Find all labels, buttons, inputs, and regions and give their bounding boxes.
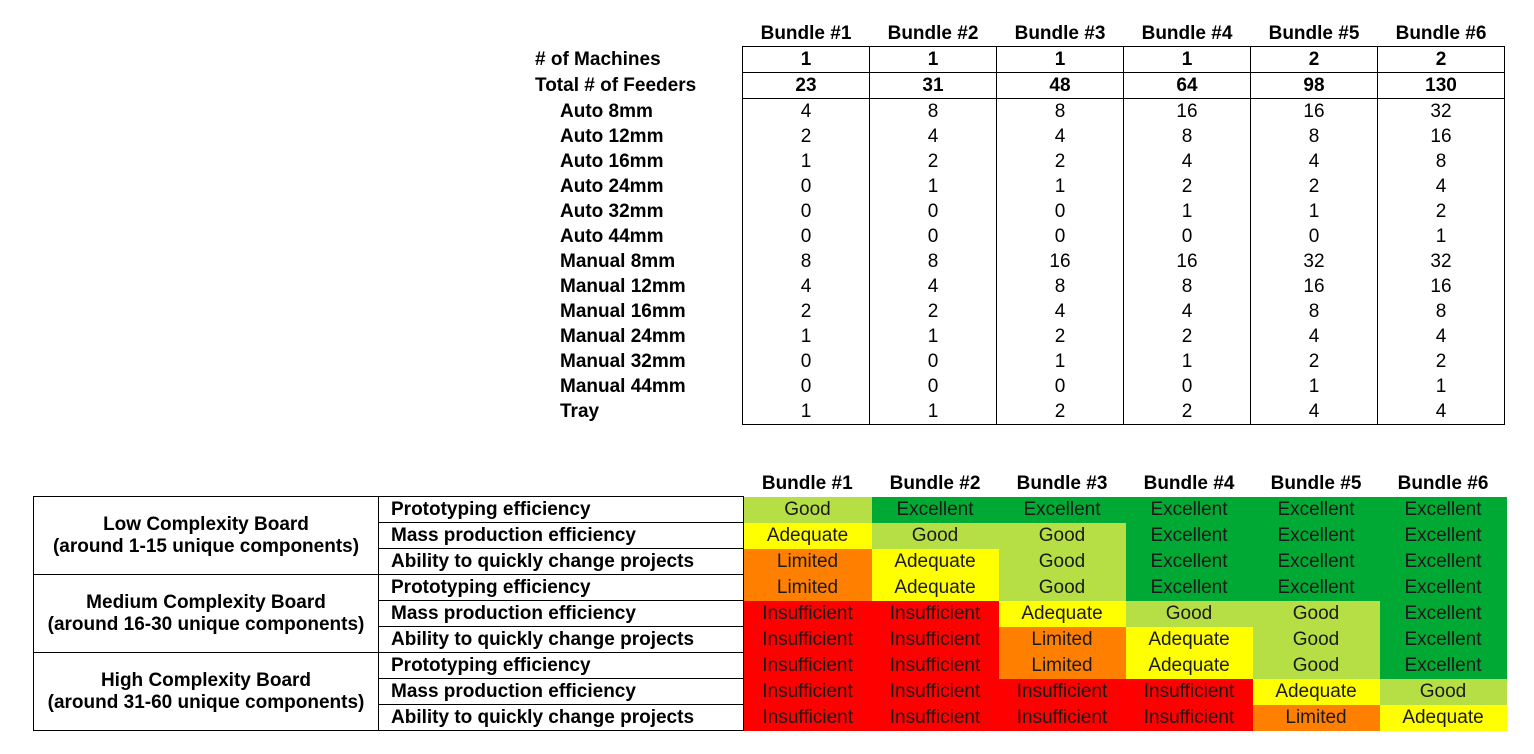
feeder-cell: 16 xyxy=(997,249,1124,274)
rating-cell: Insufficient xyxy=(872,679,999,705)
rating-cell: Limited xyxy=(744,549,872,575)
criterion-label: Ability to quickly change projects xyxy=(379,549,744,575)
header-spacer xyxy=(34,471,744,497)
feeder-cell: 4 xyxy=(743,274,870,299)
feeder-cell: 8 xyxy=(1251,299,1378,324)
feeder-cell: 31 xyxy=(870,73,997,99)
bundle-header-4: Bundle #4 xyxy=(1141,23,1233,44)
feeder-row-label: Manual 32mm xyxy=(560,351,686,372)
bundle-header-5: Bundle #5 xyxy=(1268,23,1360,44)
rating-header-row xyxy=(34,471,1507,497)
rating-cell: Good xyxy=(999,549,1126,575)
criterion-label: Mass production efficiency xyxy=(379,601,744,627)
feeder-row xyxy=(535,199,1505,224)
feeder-cell: 1 xyxy=(1378,224,1505,249)
feeder-row xyxy=(535,174,1505,199)
feeder-cell: 1 xyxy=(997,349,1124,374)
feeder-cell: 8 xyxy=(1124,124,1251,149)
rating-cell: Adequate xyxy=(1126,653,1253,679)
feeder-cell: 8 xyxy=(997,274,1124,299)
feeder-cell: 2 xyxy=(870,149,997,174)
feeder-cell: 1 xyxy=(1251,199,1378,224)
rating-cell: Limited xyxy=(999,653,1126,679)
rating-cell: Excellent xyxy=(1126,497,1253,523)
feeder-cell: 8 xyxy=(1251,124,1378,149)
rating-cell: Excellent xyxy=(1380,601,1507,627)
rating-cell: Insufficient xyxy=(872,653,999,679)
feeder-cell: 4 xyxy=(870,274,997,299)
rating-cell: Insufficient xyxy=(999,679,1126,705)
feeder-row-label: # of Machines xyxy=(535,49,661,70)
rating-cell: Excellent xyxy=(1126,575,1253,601)
complexity-group-cell xyxy=(34,497,379,575)
feeder-cell: 2 xyxy=(997,149,1124,174)
rating-cell: Excellent xyxy=(1126,523,1253,549)
feeder-cell: 1 xyxy=(743,149,870,174)
feeder-cell: 0 xyxy=(743,199,870,224)
feeder-row xyxy=(535,274,1505,299)
rating-bundle-header-1: Bundle #1 xyxy=(761,473,853,495)
feeder-cell: 8 xyxy=(997,99,1124,125)
rating-cell: Insufficient xyxy=(999,705,1126,731)
rating-bundle-header-5: Bundle #5 xyxy=(1270,473,1362,495)
feeder-bundle-table xyxy=(535,21,1505,425)
complexity-group-cell xyxy=(34,575,379,653)
complexity-group-range: (around 31-60 unique components) xyxy=(47,691,365,713)
feeder-cell: 23 xyxy=(743,73,870,99)
feeder-cell: 2 xyxy=(997,324,1124,349)
feeder-row xyxy=(535,99,1505,125)
feeder-cell: 4 xyxy=(1124,149,1251,174)
complexity-group-range: (around 16-30 unique components) xyxy=(47,613,365,635)
feeder-row xyxy=(535,149,1505,174)
feeder-cell: 4 xyxy=(870,124,997,149)
feeder-cell: 0 xyxy=(870,199,997,224)
rating-cell: Limited xyxy=(1253,705,1380,731)
feeder-cell: 0 xyxy=(870,349,997,374)
feeder-cell: 0 xyxy=(1124,224,1251,249)
criterion-label: Prototyping efficiency xyxy=(379,575,744,601)
rating-bundle-header-6: Bundle #6 xyxy=(1397,473,1489,495)
feeder-cell: 16 xyxy=(1124,249,1251,274)
feeder-cell: 0 xyxy=(997,374,1124,399)
feeder-row xyxy=(535,399,1505,425)
bundle-header-6: Bundle #6 xyxy=(1395,23,1487,44)
feeder-row-label: Auto 12mm xyxy=(560,126,664,147)
criterion-label: Prototyping efficiency xyxy=(379,497,744,523)
rating-cell: Good xyxy=(1253,627,1380,653)
feeder-cell: 8 xyxy=(870,249,997,274)
complexity-group-name: High Complexity Board xyxy=(100,669,312,691)
feeder-row xyxy=(535,324,1505,349)
feeder-row xyxy=(535,299,1505,324)
feeder-cell: 2 xyxy=(1251,47,1378,73)
criterion-label: Prototyping efficiency xyxy=(379,653,744,679)
rating-cell: Insufficient xyxy=(872,705,999,731)
feeder-row xyxy=(535,124,1505,149)
rating-cell: Adequate xyxy=(872,549,999,575)
feeder-cell: 0 xyxy=(743,349,870,374)
rating-cell: Adequate xyxy=(999,601,1126,627)
feeder-cell: 0 xyxy=(1124,374,1251,399)
feeder-row-label: Tray xyxy=(560,401,600,423)
feeder-cell: 0 xyxy=(743,374,870,399)
feeder-cell: 2 xyxy=(870,299,997,324)
feeder-cell: 32 xyxy=(1251,249,1378,274)
rating-cell: Adequate xyxy=(1126,627,1253,653)
feeder-cell: 2 xyxy=(1378,47,1505,73)
rating-cell: Insufficient xyxy=(744,679,872,705)
feeder-cell: 4 xyxy=(1251,399,1378,425)
bundle-header-2: Bundle #2 xyxy=(887,23,979,44)
rating-cell: Good xyxy=(1126,601,1253,627)
feeder-cell: 2 xyxy=(1251,174,1378,199)
rating-cell: Excellent xyxy=(872,497,999,523)
rating-cell: Good xyxy=(999,523,1126,549)
feeder-cell: 0 xyxy=(997,199,1124,224)
feeder-cell: 16 xyxy=(1251,99,1378,125)
criterion-label: Ability to quickly change projects xyxy=(379,627,744,653)
rating-cell: Excellent xyxy=(1253,549,1380,575)
criterion-label: Mass production efficiency xyxy=(379,679,744,705)
rating-cell: Limited xyxy=(999,627,1126,653)
feeder-cell: 8 xyxy=(870,99,997,125)
feeder-cell: 8 xyxy=(1378,149,1505,174)
rating-cell: Insufficient xyxy=(744,601,872,627)
rating-cell: Excellent xyxy=(1253,575,1380,601)
feeder-cell: 64 xyxy=(1124,73,1251,99)
rating-cell: Insufficient xyxy=(872,601,999,627)
bundle-header-1: Bundle #1 xyxy=(760,23,852,44)
feeder-row xyxy=(535,224,1505,249)
feeder-row xyxy=(535,73,1505,99)
feeder-cell: 1 xyxy=(870,324,997,349)
feeder-cell: 1 xyxy=(870,174,997,199)
rating-cell: Insufficient xyxy=(1126,679,1253,705)
feeder-cell: 48 xyxy=(997,73,1124,99)
rating-cell: Good xyxy=(1253,653,1380,679)
rating-cell: Excellent xyxy=(1380,523,1507,549)
rating-cell: Excellent xyxy=(1253,497,1380,523)
feeder-cell: 4 xyxy=(1378,174,1505,199)
rating-cell: Excellent xyxy=(1380,575,1507,601)
feeder-row-label: Manual 24mm xyxy=(560,326,686,347)
feeder-cell: 8 xyxy=(1378,299,1505,324)
feeder-cell: 4 xyxy=(1378,324,1505,349)
feeder-cell: 2 xyxy=(743,124,870,149)
feeder-cell: 1 xyxy=(1251,374,1378,399)
bundle-rating-table xyxy=(33,471,1507,731)
rating-row xyxy=(34,575,1507,601)
feeder-cell: 2 xyxy=(1124,174,1251,199)
criterion-label: Ability to quickly change projects xyxy=(379,705,744,731)
feeder-cell: 98 xyxy=(1251,73,1378,99)
complexity-group-name: Low Complexity Board xyxy=(103,513,309,535)
feeder-cell: 16 xyxy=(1124,99,1251,125)
feeder-cell: 1 xyxy=(1124,349,1251,374)
feeder-row-label: Manual 12mm xyxy=(560,276,686,297)
rating-cell: Insufficient xyxy=(744,627,872,653)
feeder-row xyxy=(535,349,1505,374)
feeder-cell: 1 xyxy=(1124,47,1251,73)
rating-cell: Excellent xyxy=(1253,523,1380,549)
complexity-group-cell xyxy=(34,653,379,731)
feeder-cell: 1 xyxy=(743,324,870,349)
rating-cell: Insufficient xyxy=(1126,705,1253,731)
feeder-cell: 4 xyxy=(743,99,870,125)
feeder-cell: 2 xyxy=(1251,349,1378,374)
complexity-group-range: (around 1-15 unique components) xyxy=(52,535,360,557)
rating-cell: Excellent xyxy=(1126,549,1253,575)
feeder-cell: 4 xyxy=(997,124,1124,149)
feeder-cell: 1 xyxy=(870,47,997,73)
rating-cell: Insufficient xyxy=(744,705,872,731)
rating-table-body xyxy=(34,471,1507,731)
rating-bundle-header-2: Bundle #2 xyxy=(889,473,981,495)
feeder-cell: 0 xyxy=(1251,224,1378,249)
rating-cell: Adequate xyxy=(744,523,872,549)
feeder-cell: 8 xyxy=(743,249,870,274)
complexity-group-name: Medium Complexity Board xyxy=(86,591,326,613)
feeder-row xyxy=(535,374,1505,399)
feeder-cell: 32 xyxy=(1378,99,1505,125)
feeder-cell: 2 xyxy=(1378,199,1505,224)
feeder-row xyxy=(535,47,1505,73)
feeder-cell: 1 xyxy=(1124,199,1251,224)
rating-cell: Good xyxy=(744,497,872,523)
rating-cell: Adequate xyxy=(872,575,999,601)
rating-cell: Excellent xyxy=(1380,497,1507,523)
feeder-row xyxy=(535,249,1505,274)
feeder-row-label: Auto 24mm xyxy=(560,176,664,197)
feeder-row-label: Auto 44mm xyxy=(560,226,664,247)
bundle-header-row xyxy=(535,21,1505,47)
feeder-cell: 0 xyxy=(870,224,997,249)
feeder-cell: 1 xyxy=(743,47,870,73)
feeder-cell: 16 xyxy=(1378,274,1505,299)
rating-cell: Adequate xyxy=(1253,679,1380,705)
feeder-cell: 16 xyxy=(1378,124,1505,149)
rating-row xyxy=(34,497,1507,523)
feeder-cell: 0 xyxy=(743,224,870,249)
rating-cell: Excellent xyxy=(999,497,1126,523)
feeder-cell: 0 xyxy=(870,374,997,399)
feeder-cell: 2 xyxy=(1124,324,1251,349)
bundle-header-3: Bundle #3 xyxy=(1014,23,1106,44)
feeder-cell: 1 xyxy=(870,399,997,425)
feeder-cell: 130 xyxy=(1378,73,1505,99)
rating-cell: Insufficient xyxy=(744,653,872,679)
feeder-cell: 8 xyxy=(1124,274,1251,299)
feeder-cell: 1 xyxy=(743,399,870,425)
rating-bundle-header-3: Bundle #3 xyxy=(1016,473,1108,495)
rating-cell: Good xyxy=(1380,679,1507,705)
feeder-row-label: Auto 16mm xyxy=(560,151,664,172)
feeder-cell: 16 xyxy=(1251,274,1378,299)
feeder-cell: 2 xyxy=(1124,399,1251,425)
feeder-cell: 1 xyxy=(997,47,1124,73)
feeder-cell: 0 xyxy=(997,224,1124,249)
rating-bundle-header-4: Bundle #4 xyxy=(1143,473,1235,495)
rating-cell: Excellent xyxy=(1380,653,1507,679)
feeder-row-label: Manual 16mm xyxy=(560,301,686,322)
feeder-cell: 32 xyxy=(1378,249,1505,274)
feeder-row-label: Manual 8mm xyxy=(560,251,676,272)
feeder-cell: 4 xyxy=(1378,399,1505,425)
header-spacer xyxy=(535,21,743,47)
feeder-cell: 1 xyxy=(997,174,1124,199)
feeder-table-body xyxy=(535,21,1505,425)
feeder-row-label: Total # of Feeders xyxy=(535,75,697,96)
criterion-label: Mass production efficiency xyxy=(379,523,744,549)
feeder-cell: 4 xyxy=(1124,299,1251,324)
feeder-row-label: Auto 8mm xyxy=(560,100,653,122)
rating-cell: Good xyxy=(999,575,1126,601)
rating-cell: Excellent xyxy=(1380,549,1507,575)
rating-row xyxy=(34,653,1507,679)
feeder-cell: 0 xyxy=(743,174,870,199)
rating-cell: Excellent xyxy=(1380,627,1507,653)
feeder-cell: 4 xyxy=(1251,149,1378,174)
feeder-row-label: Auto 32mm xyxy=(560,201,664,222)
feeder-cell: 2 xyxy=(997,399,1124,425)
feeder-row-label: Manual 44mm xyxy=(560,376,686,397)
feeder-cell: 4 xyxy=(997,299,1124,324)
rating-cell: Limited xyxy=(744,575,872,601)
feeder-cell: 2 xyxy=(743,299,870,324)
feeder-cell: 2 xyxy=(1378,349,1505,374)
rating-cell: Insufficient xyxy=(872,627,999,653)
feeder-cell: 4 xyxy=(1251,324,1378,349)
rating-cell: Adequate xyxy=(1380,705,1507,731)
rating-cell: Good xyxy=(1253,601,1380,627)
feeder-cell: 1 xyxy=(1378,374,1505,399)
rating-cell: Good xyxy=(872,523,999,549)
